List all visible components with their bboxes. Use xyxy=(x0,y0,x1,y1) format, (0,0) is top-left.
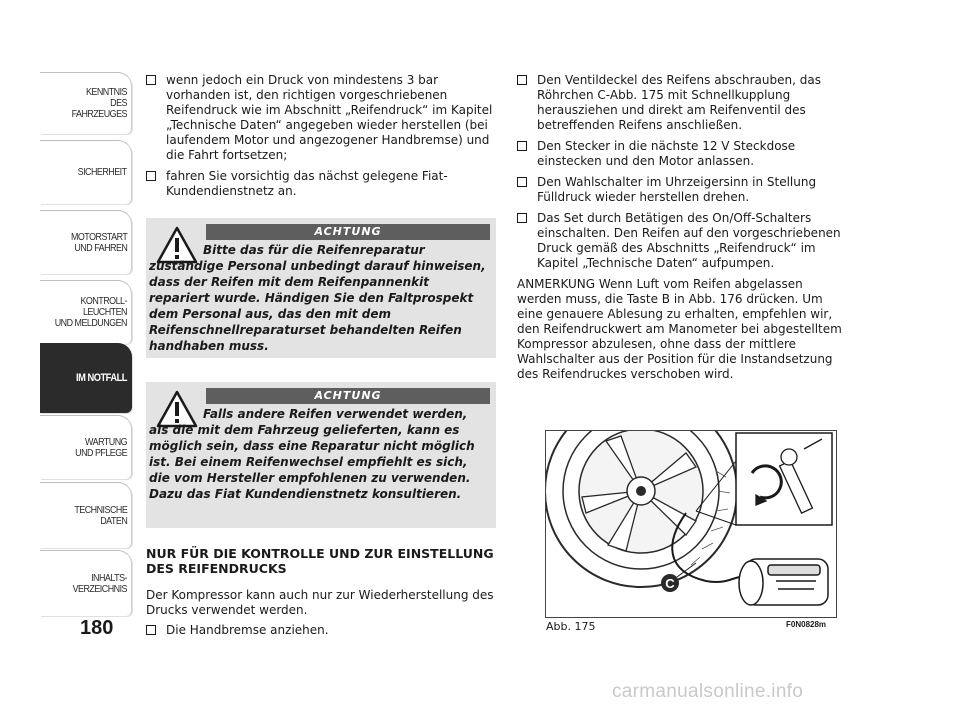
checkbox-icon xyxy=(517,213,527,223)
tab-kontrollleuchten[interactable] xyxy=(40,280,132,344)
list-item: Den Ventildeckel des Reifens abschrauben, das Röhrchen C-Abb. 175 mit Schnellkupplung herausziehen und direkt am Reifenventil des betreffenden Reifens anschließen. xyxy=(517,73,847,133)
checkbox-icon xyxy=(146,171,156,181)
tab-label: IM NOTFALL xyxy=(76,372,127,384)
list-item: Das Set durch Betätigen des On/Off-Schalters einschalten. Den Reifen auf den vorgeschriebenen Druck gemäß des Abschnitts „Reifendruck“ im Kapitel „Technische Daten“ aufpumpen. xyxy=(517,211,847,271)
tab-wartung[interactable] xyxy=(40,415,132,479)
figure-tyre-compressor xyxy=(545,430,837,618)
tab-label: INHALTS- VERZEICHNIS xyxy=(72,571,127,595)
list-item: wenn jedoch ein Druck von mindestens 3 bar vorhanden ist, den richtigen vorgeschriebenen Reifendruck wie im Abschnitt „Reifendruck“ im Kapitel „Technische Daten“ angegeben wieder herstellen (bei laufendem Motor und angezogener Handbremse) und die Fahrt fortsetzen; xyxy=(146,73,496,163)
tab-kenntnis[interactable] xyxy=(40,72,132,134)
right-column xyxy=(517,73,847,382)
figure-code: F0N0828m xyxy=(786,620,827,629)
tab-label: KENNTNIS DES FAHRZEUGES xyxy=(71,86,127,120)
tab-technische-daten[interactable] xyxy=(40,482,132,548)
tab-label: SICHERHEIT xyxy=(78,166,127,178)
tab-label: MOTORSTART UND FAHREN xyxy=(70,230,127,254)
checkbox-icon xyxy=(146,75,156,85)
checkbox-icon xyxy=(146,625,156,635)
callout-label: C xyxy=(665,576,675,591)
list-item: Den Stecker in die nächste 12 V Steckdose einstecken und den Motor anlassen. xyxy=(517,139,847,169)
section-heading: NUR FÜR DIE KONTROLLE UND ZUR EINSTELLUNG DES REIFENDRUCKS xyxy=(146,546,494,576)
warning-box xyxy=(146,382,496,528)
tab-sicherheit[interactable] xyxy=(40,140,132,204)
tab-im-notfall[interactable] xyxy=(40,343,132,413)
left-bottom xyxy=(146,588,496,644)
checkbox-icon xyxy=(517,75,527,85)
paragraph: Der Kompressor kann auch nur zur Wiederherstellung des Drucks verwendet werden. xyxy=(146,588,494,617)
figure-caption: Abb. 175 xyxy=(546,620,596,633)
watermark-text: carmanualsonline.info xyxy=(612,681,804,702)
tab-label: KONTROLL- LEUCHTEN UND MELDUNGEN xyxy=(54,295,127,329)
list-item: Den Wahlschalter im Uhrzeigersinn in Stellung Fülldruck wieder herstellen drehen. xyxy=(517,175,847,205)
tab-label: WARTUNG UND PFLEGE xyxy=(75,435,127,459)
warning-text: Bitte das für die Reifenreparatur zuständige Personal unbedingt darauf hinweisen, dass der Reifen mit dem Reifenpannenkit repariert wurde. Händigen Sie den Faltprospekt dem Personal aus, das den mit dem Reifenschnellreparaturset behandelten Reifen handhaben muss. xyxy=(149,243,486,353)
warning-text: Falls andere Reifen verwendet werden, als die mit dem Fahrzeug gelieferten, kann es möglich sein, dass eine Reparatur nicht möglich ist. Bei einem Reifenwechsel empfiehlt es sich, die vom Hersteller empfohlenen zu verwenden. Dazu das Fiat Kundendienstnetz konsultieren. xyxy=(149,407,475,501)
left-top-bullets xyxy=(146,73,496,205)
list-item: Die Handbremse anziehen. xyxy=(146,623,496,638)
note-paragraph: ANMERKUNG Wenn Luft vom Reifen abgelassen werden muss, die Taste B in Abb. 176 drücken. Um eine genauere Ablesung zu erhalten, empfehlen wir, den Reifendruckwert am Manometer bei abgestelltem Kompressor abzulesen, ohne dass der mittlere Wahlschalter aus der Position für die Instandsetzung des Reifendruckes verschoben wird. xyxy=(517,277,842,381)
checkbox-icon xyxy=(517,141,527,151)
checkbox-icon xyxy=(517,177,527,187)
tab-inhaltsverzeichnis[interactable] xyxy=(40,550,132,616)
tab-label: TECHNISCHE DATEN xyxy=(74,503,127,527)
list-item: fahren Sie vorsichtig das nächst gelegene Fiat-Kundendienstnetz an. xyxy=(146,169,496,199)
warning-header: ACHTUNG xyxy=(206,224,490,240)
tyre-compressor-illustration xyxy=(546,431,836,617)
warning-box xyxy=(146,218,496,358)
page-number: 180 xyxy=(80,617,114,639)
tab-motorstart[interactable] xyxy=(40,210,132,274)
warning-header: ACHTUNG xyxy=(206,388,490,404)
